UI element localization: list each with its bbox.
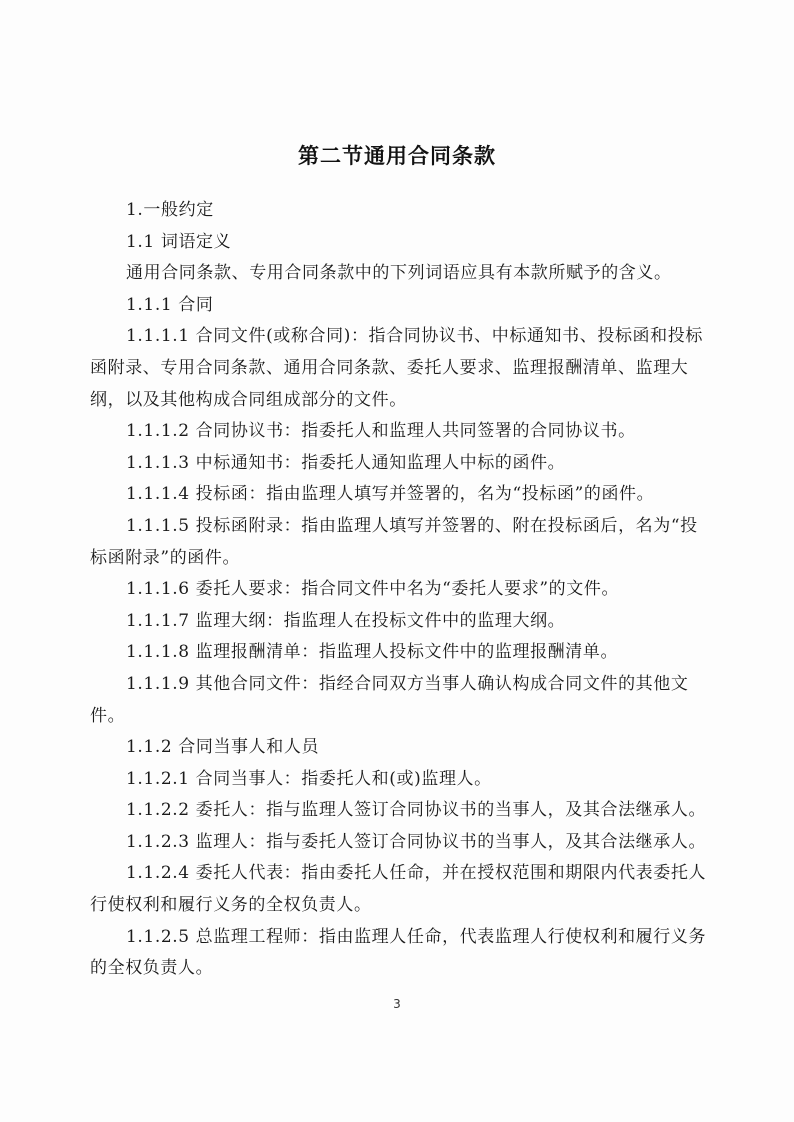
paragraph-1-1-1-1: 1.1.1.1 合同文件(或称合同)：指合同协议书、中标通知书、投标函和投标函附录、专用合同条款、通用合同条款、委托人要求、监理报酬清单、监理大纲，以及其他构成合同组成部分的文件。	[90, 326, 703, 410]
paragraph-1-1-1-9: 1.1.1.9 其他合同文件：指经合同双方当事人确认构成合同文件的其他文件。	[90, 673, 689, 726]
paragraph-1-1-1-8: 1.1.1.8 监理报酬清单：指监理人投标文件中的监理报酬清单。	[126, 642, 619, 663]
paragraph-1-1-2-5: 1.1.2.5 总监理工程师：指由监理人任命，代表监理人行使权利和履行义务的全权负责人。	[90, 926, 707, 979]
paragraph-parties-heading: 1.1.2 合同当事人和人员	[126, 737, 320, 758]
paragraph-general-provisions: 1.一般约定	[126, 200, 214, 220]
paragraph-1-1-1-5: 1.1.1.5 投标函附录：指由监理人填写并签署的、附在投标函后，名为“投标函附录”的函件。	[90, 515, 698, 568]
paragraph-definitions-intro: 通用合同条款、专用合同条款中的下列词语应具有本款所赋予的含义。	[126, 263, 672, 284]
document-body	[90, 195, 715, 985]
paragraph-1-1-1-2: 1.1.1.2 合同协议书：指委托人和监理人共同签署的合同协议书。	[126, 421, 636, 442]
section-title: 第二节通用合同条款	[298, 144, 496, 168]
paragraph-1-1-1-4: 1.1.1.4 投标函：指由监理人填写并签署的，名为“投标函”的函件。	[126, 484, 655, 505]
paragraph-contract-heading: 1.1.1 合同	[126, 294, 214, 315]
paragraph-1-1-2-4: 1.1.2.4 委托人代表：指由委托人任命，并在授权范围和期限内代表委托人行使权利和履行义务的全权负责人。	[90, 863, 707, 916]
paragraph-definitions-heading: 1.1 词语定义	[126, 231, 232, 252]
paragraph-1-1-2-1: 1.1.2.1 合同当事人：指委托人和(或)监理人。	[126, 768, 492, 789]
paragraph-1-1-1-6: 1.1.1.6 委托人要求：指合同文件中名为“委托人要求”的文件。	[126, 579, 620, 600]
paragraph-1-1-2-3: 1.1.2.3 监理人：指与委托人签订合同协议书的当事人，及其合法继承人。	[126, 831, 707, 852]
paragraph-1-1-1-7: 1.1.1.7 监理大纲：指监理人在投标文件中的监理大纲。	[126, 610, 566, 631]
paragraph-1-1-1-3: 1.1.1.3 中标通知书：指委托人通知监理人中标的函件。	[126, 452, 566, 473]
paragraph-1-1-2-2: 1.1.2.2 委托人：指与监理人签订合同协议书的当事人，及其合法继承人。	[126, 800, 707, 821]
page-number: 3	[393, 997, 401, 1011]
